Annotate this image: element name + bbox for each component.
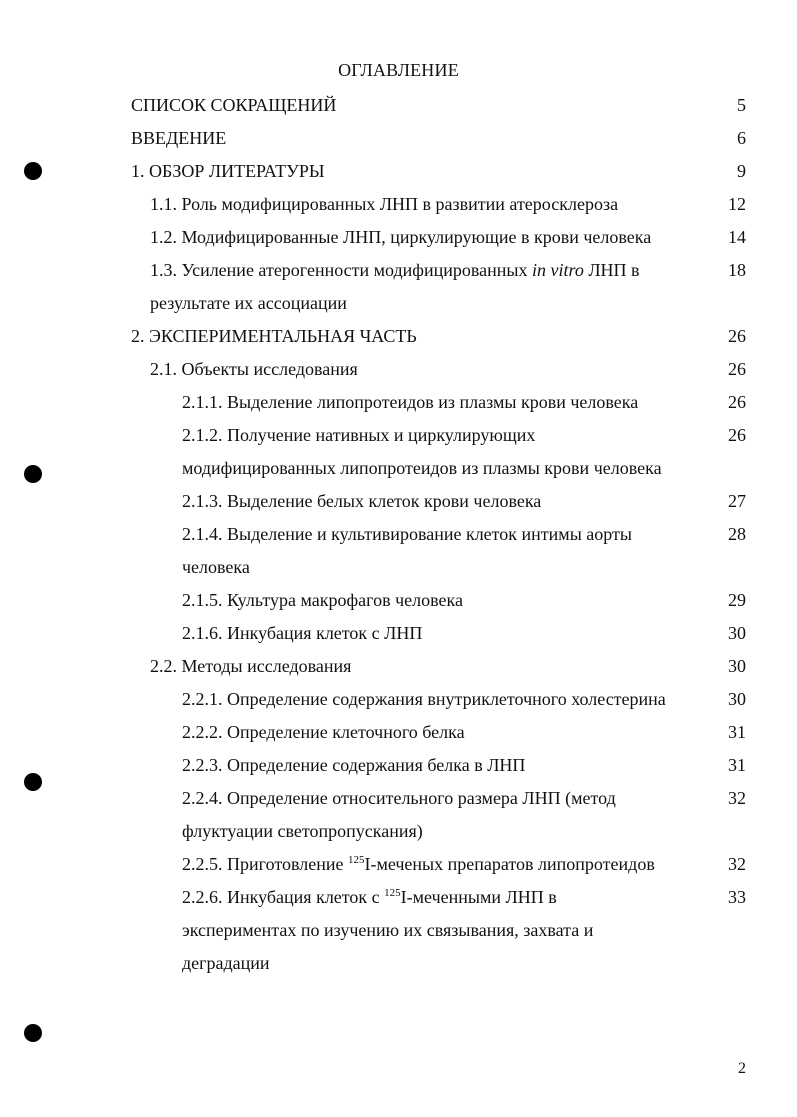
- toc-entry-text: 2.1.6. Инкубация клеток с ЛНП: [182, 623, 423, 643]
- toc-entry-text: модифицированных липопротеидов из плазмы крови человека: [182, 458, 662, 478]
- toc-entry-continuation: [0, 457, 797, 490]
- toc-entry-text: деградации: [182, 953, 270, 973]
- toc-entry-continuation: [0, 820, 797, 853]
- toc-entry-page: 30: [728, 689, 746, 709]
- toc-entry-page: 12: [728, 194, 746, 214]
- toc-entry-page: 5: [737, 95, 746, 115]
- toc-entry: [0, 721, 797, 754]
- toc-entry-text: 2.1. Объекты исследования: [150, 359, 358, 379]
- toc-entry-page: 26: [728, 359, 746, 379]
- toc-entry: [0, 160, 797, 193]
- toc-entry-page: 31: [728, 722, 746, 742]
- toc-entry: [0, 193, 797, 226]
- toc-entry-text: 2.2.6. Инкубация клеток с $^{125}$I-меченными ЛНП в: [182, 887, 557, 907]
- toc-entry-page: 28: [728, 524, 746, 544]
- toc-entry-page: 33: [728, 887, 746, 907]
- toc-entry: [0, 523, 797, 556]
- toc-entry-text: 2.2. Методы исследования: [150, 656, 352, 676]
- toc-entry-continuation: [0, 919, 797, 952]
- toc-entry-continuation: [0, 952, 797, 985]
- toc-entry-page: 30: [728, 656, 746, 676]
- toc-entry-page: 29: [728, 590, 746, 610]
- page-number: 2: [738, 1060, 746, 1077]
- toc-entry-text: ВВЕДЕНИЕ: [131, 128, 227, 148]
- toc-entry: [0, 259, 797, 292]
- toc-entry-text: 2.1.3. Выделение белых клеток крови человека: [182, 491, 542, 511]
- toc-entry-text: 2.1.4. Выделение и культивирование клеток интимы аорты: [182, 524, 632, 544]
- toc-entry: [0, 490, 797, 523]
- toc-entry-page: 26: [728, 425, 746, 445]
- toc-entry-text: 2.1.5. Культура макрофагов человека: [182, 590, 463, 610]
- toc-entry-page: 9: [737, 161, 746, 181]
- toc-entry-text: 1.1. Роль модифицированных ЛНП в развитии атеросклероза: [150, 194, 619, 214]
- toc-entry: [0, 391, 797, 424]
- toc-entry-text: флуктуации светопропускания): [182, 821, 423, 841]
- toc-entry-text: 1. ОБЗОР ЛИТЕРАТУРЫ: [131, 161, 325, 181]
- toc-entry-continuation: [0, 292, 797, 325]
- toc-entry: [0, 127, 797, 160]
- toc-entry-page: 18: [728, 260, 746, 280]
- toc-entry-page: 26: [728, 326, 746, 346]
- toc-entry: [0, 589, 797, 622]
- punch-hole-mark: [24, 1024, 42, 1042]
- toc-entry: [0, 787, 797, 820]
- toc-entry-continuation: [0, 556, 797, 589]
- toc-entry-text: 1.3. Усиление атерогенности модифицированных in vitro ЛНП в: [150, 260, 640, 280]
- toc-entry-page: 32: [728, 788, 746, 808]
- toc-entry-text: 2.1.2. Получение нативных и циркулирующих: [182, 425, 536, 445]
- toc-entry: [0, 424, 797, 457]
- toc-entry: [0, 886, 797, 919]
- toc-entry-page: 31: [728, 755, 746, 775]
- toc-entry: [0, 655, 797, 688]
- toc-entry: [0, 754, 797, 787]
- toc-entry-text: 2.2.5. Приготовление $^{125}$I-меченых препаратов липопротеидов: [182, 854, 655, 874]
- toc-entry: [0, 226, 797, 259]
- toc-entry-page: 14: [728, 227, 746, 247]
- toc-entry: [0, 358, 797, 391]
- toc-entry-text: СПИСОК СОКРАЩЕНИЙ: [131, 95, 337, 115]
- toc-entry-text: 2.2.2. Определение клеточного белка: [182, 722, 465, 742]
- toc-entry: [0, 94, 797, 127]
- toc-entry-page: 27: [728, 491, 746, 511]
- toc-entry-text: результате их ассоциации: [150, 293, 347, 313]
- toc-entry-page: 6: [737, 128, 746, 148]
- toc-entry-text: 1.2. Модифицированные ЛНП, циркулирующие в крови человека: [150, 227, 652, 247]
- toc-entry-text: человека: [182, 557, 250, 577]
- toc-entry-page: 32: [728, 854, 746, 874]
- toc-entry-text: 2. ЭКСПЕРИМЕНТАЛЬНАЯ ЧАСТЬ: [131, 326, 417, 346]
- toc-entry: [0, 325, 797, 358]
- toc-entry-page: 30: [728, 623, 746, 643]
- toc-title: ОГЛАВЛЕНИЕ: [338, 60, 459, 80]
- toc-entry: [0, 853, 797, 886]
- toc-entry-text: 2.2.4. Определение относительного размера ЛНП (метод: [182, 788, 616, 808]
- toc-entry-text: экспериментах по изучению их связывания, захвата и: [182, 920, 594, 940]
- toc-entry: [0, 688, 797, 721]
- toc-entry-text: 2.1.1. Выделение липопротеидов из плазмы крови человека: [182, 392, 639, 412]
- toc-entry-text: 2.2.3. Определение содержания белка в ЛНП: [182, 755, 526, 775]
- toc-entry-page: 26: [728, 392, 746, 412]
- toc-entry-text: 2.2.1. Определение содержания внутриклеточного холестерина: [182, 689, 666, 709]
- toc-entry: [0, 622, 797, 655]
